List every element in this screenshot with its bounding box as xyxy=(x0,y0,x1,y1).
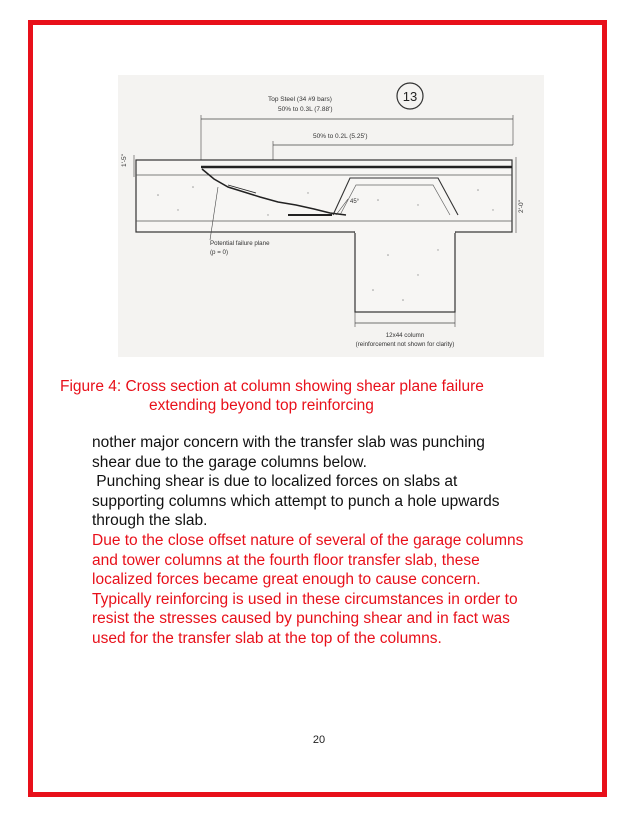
caption-line-1: Figure 4: Cross section at column showing shear plane failure xyxy=(60,378,484,395)
body-line-highlight: and tower columns at the fourth floor transfer slab, these xyxy=(92,551,480,569)
body-line-highlight: resist the stresses caused by punching shear and in fact was xyxy=(92,610,510,628)
cross-section-drawing xyxy=(118,75,544,357)
left-dim-label: 1'-5" xyxy=(121,154,128,167)
body-line: Punching shear is due to localized forces on slabs at xyxy=(92,473,458,491)
body-line-highlight: Typically reinforcing is used in these circumstances in order to xyxy=(92,590,518,608)
top-steel-label-2: 50% to 0.3L (7.88') xyxy=(278,106,333,113)
body-line-highlight: localized forces became great enough to cause concern. xyxy=(92,571,481,589)
body-line-highlight: used for the transfer slab at the top of the columns. xyxy=(92,629,442,647)
column-label-2: (reinforcement not shown for clarity) xyxy=(355,341,455,348)
column-label-1: 12x44 column xyxy=(385,332,425,339)
body-line: through the slab. xyxy=(92,512,208,530)
right-dim-label: 2'-0" xyxy=(518,200,525,213)
column xyxy=(355,232,455,312)
caption-line-2: extending beyond top reinforcing xyxy=(149,397,374,414)
body-line: nother major concern with the transfer slab was punching xyxy=(92,434,485,451)
body-line: shear due to the garage columns below. xyxy=(92,453,367,471)
cross-section-figure xyxy=(118,75,544,357)
body-line: supporting columns which attempt to punch a hole upwards xyxy=(92,492,500,510)
figure-caption xyxy=(60,377,570,415)
failure-label-1: Potential failure plane xyxy=(210,240,270,247)
page-number: 20 xyxy=(312,734,326,746)
callout-number: 13 xyxy=(402,89,418,104)
dim-label-2: 50% to 0.2L (5.25') xyxy=(313,133,368,140)
top-steel-label-1: Top Steel (34 #9 bars) xyxy=(268,96,332,103)
angle-label: 45° xyxy=(350,199,360,205)
body-line-highlight: Due to the close offset nature of several of the garage columns xyxy=(92,531,524,549)
failure-label-2: (p = 0) xyxy=(210,249,229,256)
body-paragraph xyxy=(92,433,562,649)
